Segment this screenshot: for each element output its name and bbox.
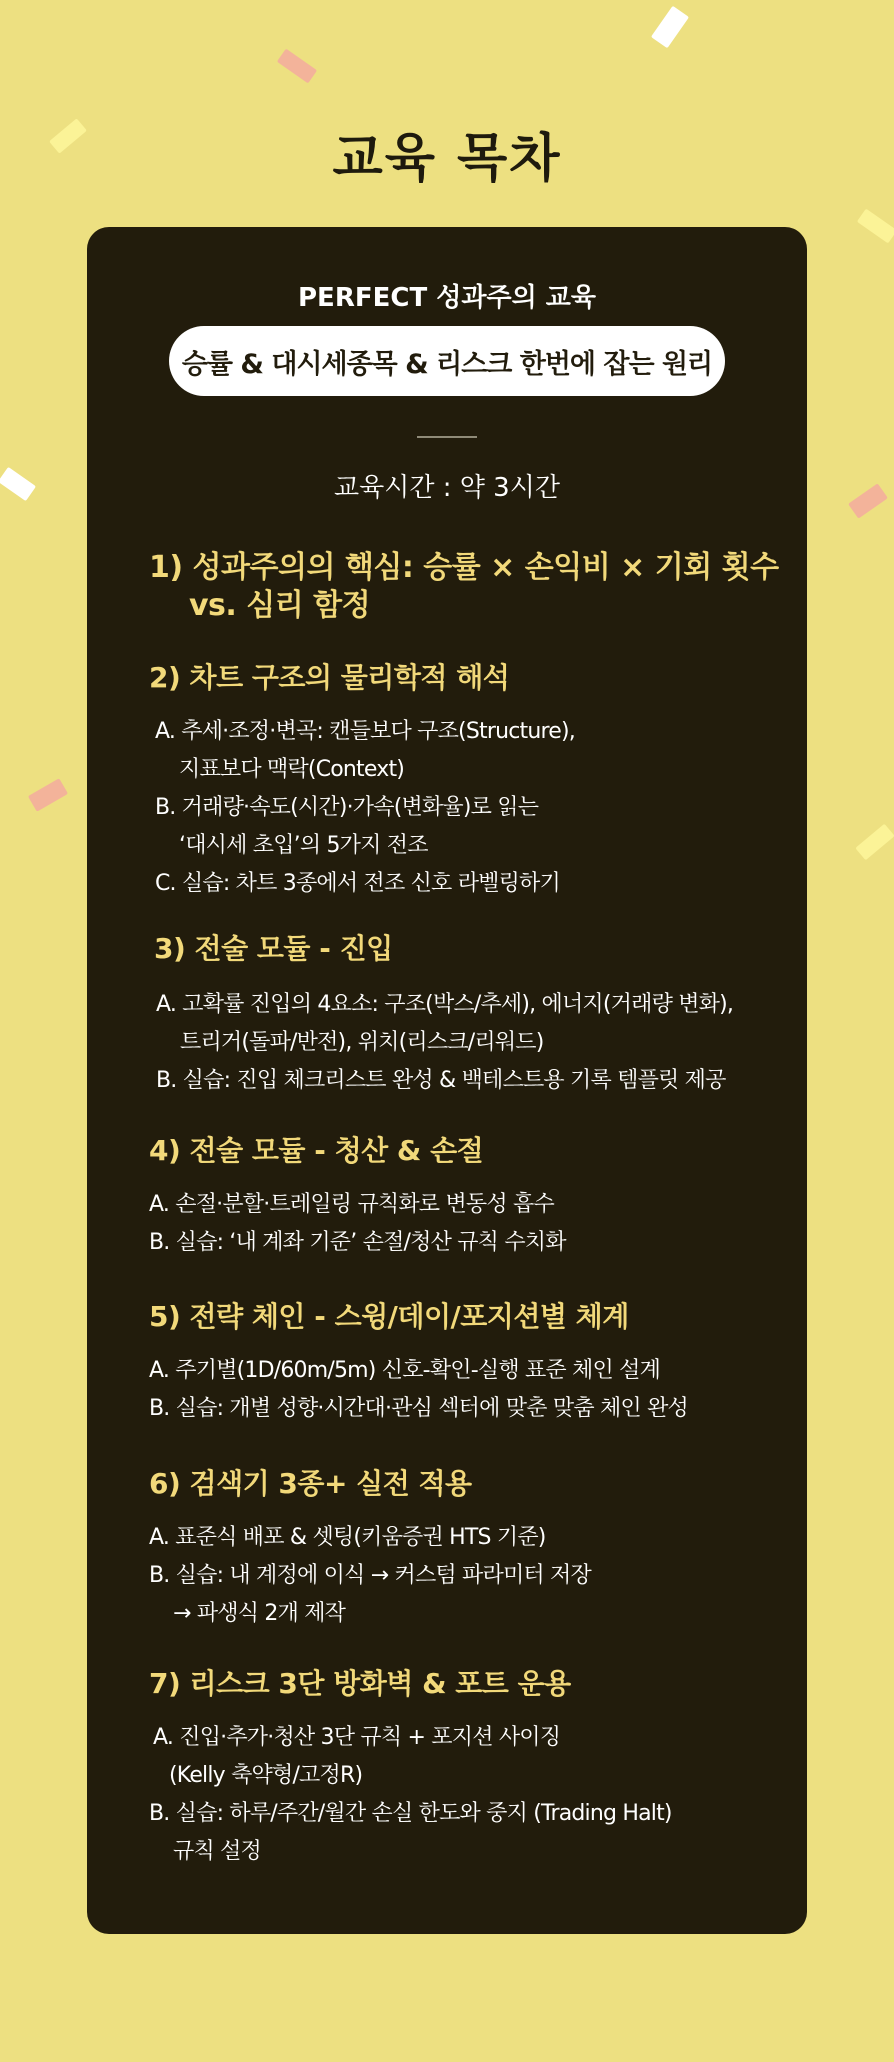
confetti-decoration xyxy=(651,6,689,49)
section-item: A. 고확률 진입의 4요소: 구조(박스/추세), 에너지(거래량 변화), xyxy=(156,992,734,1017)
section-6 xyxy=(87,1465,807,1633)
section-item-continued: 트리거(돌파/반전), 위치(리스크/리워드) xyxy=(180,1030,544,1055)
course-tagline-pill: 승률 & 대시세종목 & 리스크 한번에 잡는 원리 xyxy=(169,326,725,396)
section-3 xyxy=(87,930,807,1100)
section-title: 4) 전술 모듈 - 청산 & 손절 xyxy=(149,1134,484,1167)
section-item: B. 실습: 내 계정에 이식 → 커스텀 파라미터 저장 xyxy=(149,1563,591,1588)
confetti-decoration xyxy=(855,824,894,861)
curriculum-card xyxy=(87,227,807,1934)
section-item: B. 거래량·속도(시간)·가속(변화율)로 읽는 xyxy=(155,795,539,820)
course-subtitle: PERFECT 성과주의 교육 xyxy=(298,283,596,313)
section-item: A. 주기별(1D/60m/5m) 신호-확인-실행 표준 체인 설계 xyxy=(149,1358,661,1383)
section-item: A. 표준식 배포 & 셋팅(키움증권 HTS 기준) xyxy=(149,1525,546,1550)
confetti-decoration xyxy=(277,49,317,84)
section-title: 6) 검색기 3종+ 실전 적용 xyxy=(149,1467,472,1500)
section-title: 5) 전략 체인 - 스윙/데이/포지션별 체계 xyxy=(149,1300,629,1333)
section-item: C. 실습: 차트 3종에서 전조 신호 라벨링하기 xyxy=(155,871,560,896)
section-title: 7) 리스크 3단 방화벽 & 포트 운용 xyxy=(149,1667,571,1700)
section-1 xyxy=(87,549,807,625)
section-item: B. 실습: 하루/주간/월간 손실 한도와 중지 (Trading Halt) xyxy=(149,1801,672,1826)
section-2 xyxy=(87,659,807,903)
section-item-continued: 규칙 설정 xyxy=(173,1839,262,1864)
section-5 xyxy=(87,1298,807,1428)
section-item: B. 실습: ‘내 계좌 기준’ 손절/청산 규칙 수치화 xyxy=(149,1230,566,1255)
confetti-decoration xyxy=(857,209,894,244)
confetti-decoration xyxy=(28,778,68,812)
section-item: B. 실습: 진입 체크리스트 완성 & 백테스트용 기록 템플릿 제공 xyxy=(156,1068,726,1093)
divider xyxy=(417,436,477,438)
page-title: 교육 목차 xyxy=(332,129,562,189)
section-7 xyxy=(87,1665,807,1871)
section-item-continued: (Kelly 축약형/고정R) xyxy=(169,1763,363,1788)
section-item: A. 손절·분할·트레일링 규칙화로 변동성 흡수 xyxy=(149,1192,554,1217)
section-item: A. 추세·조정·변곡: 캔들보다 구조(Structure), xyxy=(155,719,575,744)
confetti-decoration xyxy=(0,467,36,501)
course-duration: 교육시간 : 약 3시간 xyxy=(334,473,560,503)
section-item-continued: ‘대시세 초입’의 5가지 전조 xyxy=(179,833,428,858)
section-title-continued: vs. 심리 함정 xyxy=(189,588,371,623)
confetti-decoration xyxy=(848,483,888,518)
section-item: A. 진입·추가·청산 3단 규칙 + 포지션 사이징 xyxy=(153,1725,561,1750)
section-title: 1) 성과주의의 핵심: 승률 × 손익비 × 기회 횟수 xyxy=(149,550,779,585)
section-title: 2) 차트 구조의 물리학적 해석 xyxy=(149,661,510,694)
section-item: B. 실습: 개별 성향·시간대·관심 섹터에 맞춘 맞춤 체인 완성 xyxy=(149,1396,688,1421)
section-item-continued: 지표보다 맥락(Context) xyxy=(179,757,405,782)
section-item-continued: → 파생식 2개 제작 xyxy=(173,1601,346,1626)
section-4 xyxy=(87,1132,807,1262)
section-title: 3) 전술 모듈 - 진입 xyxy=(154,932,393,965)
